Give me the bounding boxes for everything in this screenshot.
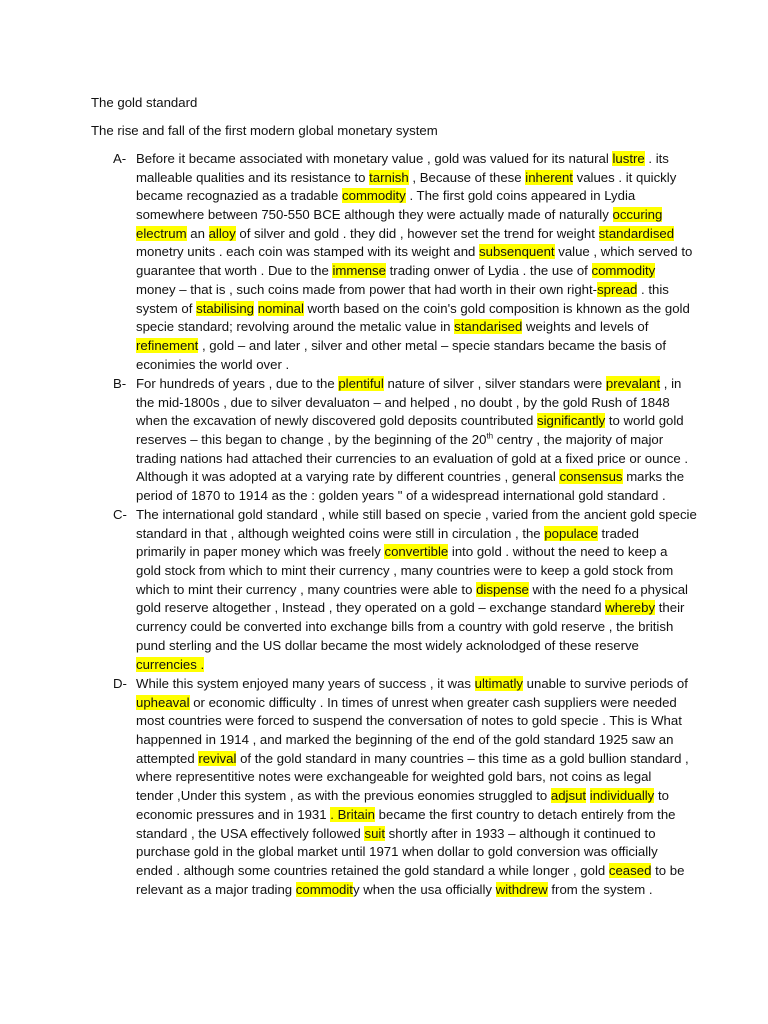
highlighted-word: commodity [591,263,656,279]
text-run: their [655,600,685,616]
highlighted-word: immense [332,263,386,279]
section-marker: C- [113,507,127,522]
text-run: where representitive notes were exchangeable for weighted gold bars, not coins as legal [136,769,652,785]
highlighted-word: withdrew [495,881,548,897]
text-line [136,487,676,506]
text-run: purchase gold in the global market until 1971 when dollar to gold conversion was officially [136,844,658,860]
text-run: malleable qualities and its resistance to [136,169,370,185]
text-run: economic pressures and in 1931 [136,806,331,822]
text-line [136,525,676,544]
text-run: , gold – and later , silver and other metal – specie standars became the basis of [198,337,666,353]
highlighted-word: lustre [612,151,645,166]
text-line [136,581,688,600]
text-line [136,412,684,431]
text-line [136,637,676,656]
text-line [136,881,676,900]
highlighted-word: electrum [136,225,187,241]
text-line [136,694,676,713]
highlighted-word: alloy [208,225,236,241]
text-run: trading onwer of Lydia . the use of [385,263,592,279]
text-run: monetry units . each coin was stamped with its weight and [136,244,480,260]
document-title: The gold standard [91,95,198,110]
section-marker: A- [113,151,127,166]
highlighted-word: individually [589,788,655,804]
text-run: . this [637,281,669,297]
highlighted-word: occuring [612,207,663,223]
text-run: system of [136,300,197,316]
highlighted-word: upheaval [136,694,190,710]
text-run: values . it quickly [572,169,677,185]
section-text [136,150,693,374]
text-line [136,768,676,787]
highlighted-word: currencies . [136,656,205,672]
text-run: shortly after in 1933 – although it continued to [385,825,656,841]
highlighted-word: dispense [476,581,529,597]
highlighted-word: inherent [525,169,573,185]
highlighted-word: spread [597,281,638,297]
text-run: econimies the world over . [136,356,290,372]
text-run: unable to survive periods of [522,676,688,691]
text-run: most countries were forced to suspend the conversation of notes to gold specie . This is What [136,713,682,729]
text-line [136,712,682,731]
text-line [136,656,676,675]
text-run: , Because of these [408,169,526,185]
text-run: ended . although some countries retained the gold standard a while longer , gold [136,862,609,878]
text-line [136,599,685,618]
section-marker: D- [113,676,127,691]
text-line [136,806,676,825]
text-run: or economic difficulty . In times of unrest when greater cash suppliers were needed [189,694,677,710]
text-run: While this system enjoyed many years of success , it was [136,676,475,691]
text-run: worth based on the coin's gold composition is khnown as the gold [303,300,690,316]
text-line [136,300,690,319]
highlighted-word: subsenquent [479,244,555,260]
text-line [136,187,676,206]
text-line [136,356,676,375]
section-text [136,506,697,674]
text-run: value , which served to [554,244,693,260]
text-run: somewhere between 750-550 BCE although they were actually made of naturally [136,207,613,223]
text-line [136,206,676,225]
text-line [136,243,693,262]
highlighted-word: stabilising [196,300,255,316]
text-run: Before it became associated with monetary value , gold was valued for its natural [136,151,613,166]
text-run: to [654,788,669,804]
text-run: y when the usa officially [352,881,496,897]
text-line [136,337,676,356]
text-line [136,750,689,769]
highlighted-word: convertible [384,544,449,560]
text-line [136,787,676,806]
text-run: Although it was adopted at a varying rate by different countries , general [136,469,560,485]
highlighted-word: tarnish [369,169,409,185]
text-run: currency could be converted into exchange bills from a country with gold reserve , the british [136,619,674,635]
highlighted-word: refinement [136,337,199,353]
text-line [136,825,676,844]
text-line [136,281,676,300]
text-line [136,675,688,694]
text-run: attempted [136,750,199,766]
text-line [136,506,697,525]
highlighted-word: suit [364,825,385,841]
text-run: standard , the USA effectively followed [136,825,365,841]
highlighted-word: plentiful [338,376,384,391]
text-line [136,169,676,188]
text-run: marks the [622,469,685,485]
highlighted-word: prevalant [605,376,661,391]
text-run: which to mint their currency , many countries were able to [136,581,477,597]
text-run: from the system . [547,881,653,897]
text-run: gold reserve altogether , Instead , they operated on a gold – exchange standard [136,600,606,616]
text-run: traded [597,525,639,541]
text-run: period of 1870 to 1914 as the : golden years " of a widespread international gold standard . [136,488,666,504]
highlighted-word: consensus [559,469,623,485]
highlighted-word: revival [198,750,237,766]
text-run: centry , the majority of major [493,432,664,448]
text-run: specie standard; revolving around the metalic value in [136,319,455,335]
text-run: happenned in 1914 , and marked the beginning of the end of the gold standard 1925 saw an [136,732,674,748]
text-run: the mid-1800s , due to silver devaluaton – and helped , no doubt , by the gold Rush of 1848 [136,394,670,410]
section-text [136,675,689,899]
text-line [136,431,676,450]
text-line [136,375,682,394]
text-line [136,394,676,413]
document-subtitle: The rise and fall of the first modern global monetary system [91,123,438,138]
text-run: relevant as a major trading [136,881,296,897]
text-line [136,150,676,169]
text-line [136,862,685,881]
text-line [136,618,676,637]
text-run: of the gold standard in many countries – this time as a gold bullion standard , [236,750,689,766]
text-line [136,450,689,469]
highlighted-word: ultimatly [474,676,523,691]
text-run: when the excavation of newly discovered gold deposits countributed [136,413,538,429]
text-run: trading nations had attached their currencies to an evaluation of gold at a fixed price or ounce . [136,450,689,466]
highlighted-word: populace [544,525,598,541]
text-run: nature of silver , silver standars were [383,376,606,391]
highlighted-word: commodity [342,188,406,204]
text-line [136,468,685,487]
highlighted-word: nominal [257,300,304,316]
text-run: reserves – this began to change , by the beginning of the 20 [136,432,487,448]
text-run: to world gold [605,413,684,429]
text-run: an [186,225,209,241]
text-run: standard in that , although weighted coins were still in circulation , the [136,525,545,541]
highlighted-word: commodit [295,881,353,897]
text-run: guarantee that worth . Due to the [136,263,333,279]
text-run: of silver and gold . they did , however set the trend for weight [235,225,599,241]
text-run: , in [660,376,682,391]
text-run: into gold . without the need to keep a [448,544,668,560]
highlighted-word: standardised [598,225,675,241]
text-line [136,543,676,562]
text-run: became recognazied as a tradable [136,188,343,204]
text-run: to be [651,862,685,878]
highlighted-word: standarised [454,319,523,335]
text-line [136,731,676,750]
text-run: . The first gold coins appeared in Lydia [405,188,636,204]
text-line [136,262,676,281]
text-line [136,225,676,244]
text-run: with the need fo a physical [528,581,688,597]
text-line [136,843,676,862]
text-run: gold stock from which to mint their currency , many countries were to keep a gold stock from [136,563,674,579]
highlighted-word: ceased [608,862,652,878]
text-run: money – that is , such coins made from power that had worth in their own right- [136,281,598,297]
section-text [136,375,689,506]
highlighted-word: . Britain [330,806,375,822]
text-run: tender ,Under this system , as with the previous eonomies struggled to [136,788,551,804]
highlighted-word: whereby [605,600,656,616]
text-run: primarily in paper money which was freely [136,544,385,560]
text-run: pund sterling and the US dollar became the most widely acknolodged of these reserve [136,637,639,653]
superscript: th [486,431,494,441]
text-line [136,562,676,581]
text-run: weights and levels of [522,319,649,335]
text-run: The international gold standard , while still based on specie , varied from the ancient gold specie [136,507,697,522]
highlighted-word: significantly [537,413,606,429]
section-marker: B- [113,376,127,391]
text-run: For hundreds of years , due to the [136,376,339,391]
highlighted-word: adjsut [550,788,587,804]
text-run: . its [644,151,669,166]
text-run: became the first country to detach entirely from the [374,806,676,822]
text-line [136,318,676,337]
